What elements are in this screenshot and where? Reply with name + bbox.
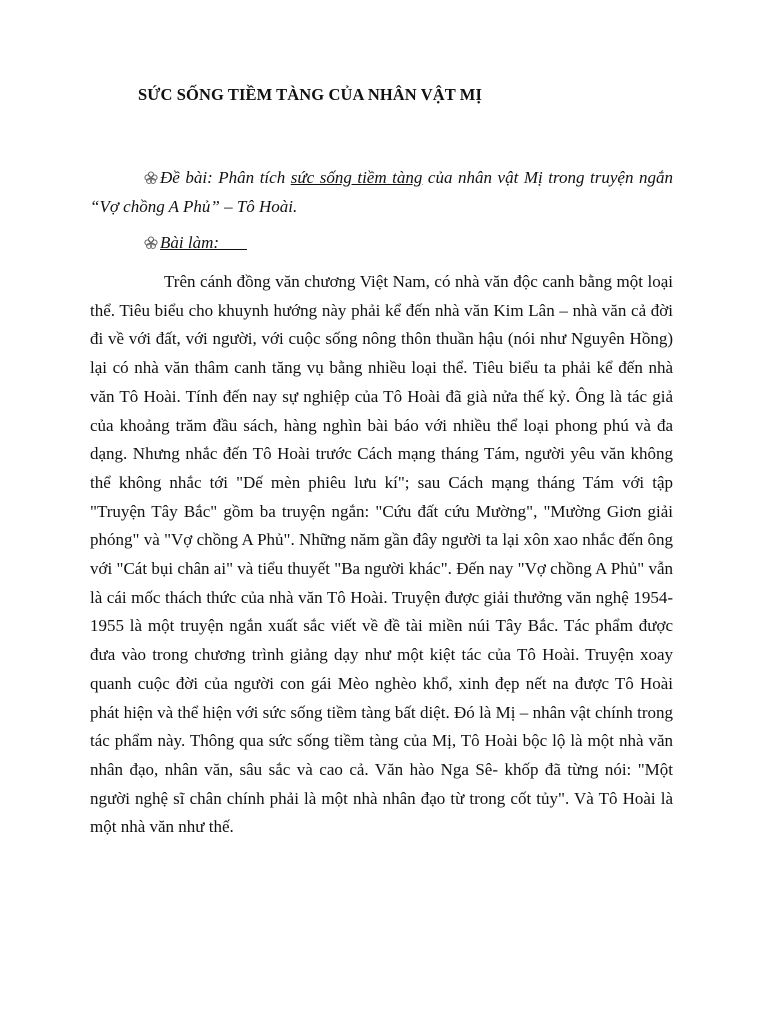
underline-blank bbox=[219, 248, 247, 250]
work-heading bbox=[144, 233, 247, 253]
prompt-text-end: của nhân vật Mị trong truyện ngắn “Vợ chồng A Phủ” – Tô Hoài. bbox=[90, 168, 673, 216]
flower-bullet-icon bbox=[144, 236, 158, 249]
work-heading-text: Bài làm: bbox=[160, 233, 220, 252]
document-title: SỨC SỐNG TIỀM TÀNG CỦA NHÂN VẬT MỊ bbox=[138, 85, 482, 104]
body-paragraph: Trên cánh đồng văn chương Việt Nam, có nhà văn độc canh bằng một loại thể. Tiêu biểu cho khuynh hướng này phải kể đến nhà văn Kim Lân – nhà văn cả đời đi về với đất, với người, với cuộc sống nông thôn thuần hậu (nói như Nguyên Hồng) lại có nhà văn thâm canh tăng vụ bằng nhiều loại thể. Tiêu biểu ta phải kể đến nhà văn Tô Hoài. Tính đến nay sự nghiệp của Tô Hoài đã già nửa thế kỷ. Ông là tác giả của khoảng trăm đầu sách, hàng nghìn bài báo với nhiều thể loại phong phú và đa dạng. Nhưng nhắc đến Tô Hoài trước Cách mạng tháng Tám, người yêu văn không thể không nhắc tới "Dế mèn phiêu lưu kí"; sau Cách mạng tháng Tám với tập "Truyện Tây Bắc" gồm ba truyện ngắn: "Cứu đất cứu Mường", "Mường Giơn giải phóng" và "Vợ chồng A Phủ". Những năm gần đây người ta lại xôn xao nhắc đến ông với "Cát bụi chân ai" và tiểu thuyết "Ba người khác". Đến nay "Vợ chồng A Phủ" vẫn là cái mốc thách thức của nhà văn Tô Hoài. Truyện được giải thưởng văn nghệ 1954-1955 là một truyện ngắn xuất sắc viết về đề tài miền núi Tây Bắc. Tác phẩm được đưa vào trong chương trình giảng dạy như một kiệt tác của Tô Hoài. Truyện xoay quanh cuộc đời của người con gái Mèo nghèo khổ, xinh đẹp nết na được Tô Hoài phát hiện và thể hiện với sức sống tiềm tàng bất diệt. Đó là Mị – nhân vật chính trong tác phẩm này. Thông qua sức sống tiềm tàng của Mị, Tô Hoài bộc lộ là một nhà văn nhân đạo, nhân văn, sâu sắc và cao cả. Văn hào Nga Sê- khốp đã từng nói: "Một người nghệ sĩ chân chính phải là một nhà nhân đạo từ trong cốt tủy". Và Tô Hoài là một nhà văn như thế. bbox=[90, 272, 673, 837]
prompt-text-start: Đề bài: Phân tích bbox=[160, 168, 291, 187]
flower-bullet-icon bbox=[144, 171, 158, 184]
essay-prompt bbox=[90, 163, 673, 221]
prompt-underlined-phrase: sức sống tiềm tàng bbox=[290, 168, 423, 187]
